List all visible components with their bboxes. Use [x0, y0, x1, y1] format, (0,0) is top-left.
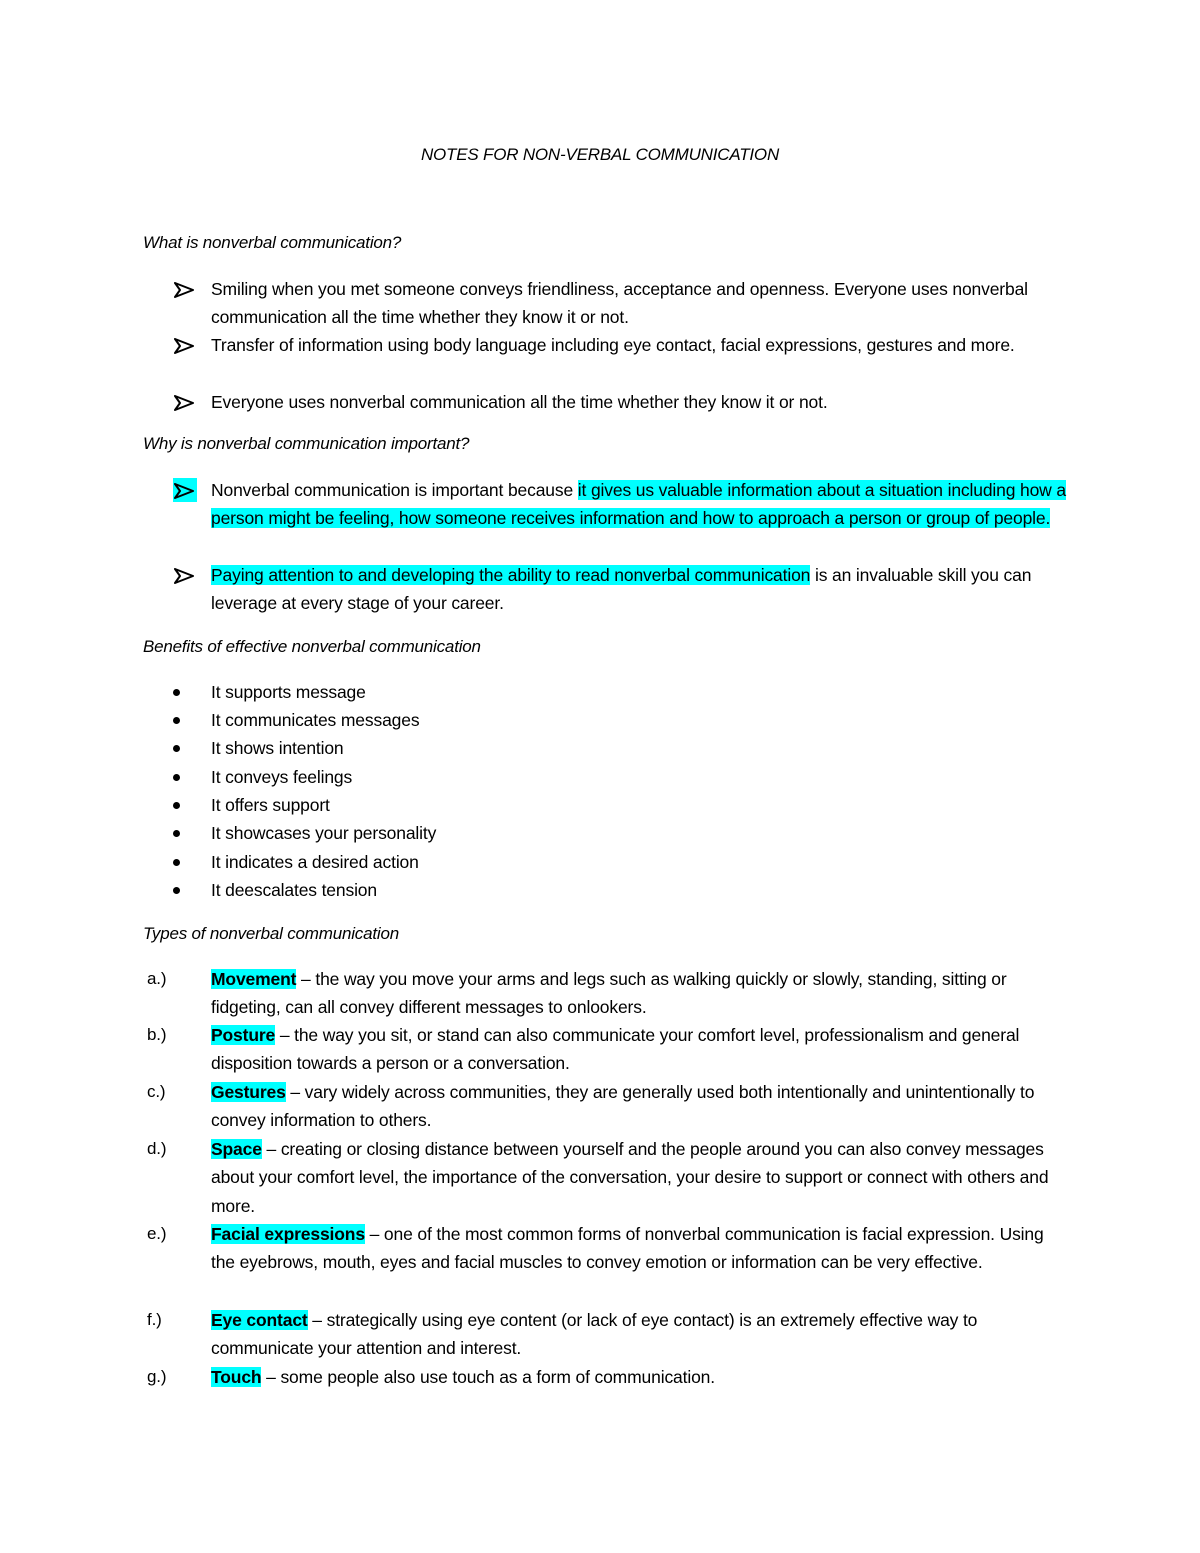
list-item: [211, 678, 1071, 706]
term-description: – some people also use touch as a form of communication.: [261, 1367, 715, 1387]
bullet-dot-icon: [173, 745, 180, 752]
list-letter: f.): [147, 1310, 162, 1329]
highlighted-term: Eye contact: [211, 1310, 308, 1330]
highlighted-term: Gestures: [211, 1082, 286, 1102]
highlighted-term: Movement: [211, 969, 297, 989]
highlighted-text: it gives us valuable information about a situation including how a person might be feeling, how someone receives information and how to approach a person or group of people.: [211, 480, 1066, 529]
term-description: – one of the most common forms of nonverbal communication is facial expression. Using the eyebrows, mouth, eyes and facial muscles to convey emotion or information can be very effective.: [211, 1224, 1044, 1273]
list-item: [211, 791, 1071, 819]
heading-types: Types of nonverbal communication: [143, 924, 399, 943]
heading-benefits: Benefits of effective nonverbal communication: [143, 637, 481, 656]
highlighted-term: Facial expressions: [211, 1224, 365, 1244]
arrowhead-bullet-icon: [174, 338, 194, 354]
list-item: [147, 1135, 1071, 1220]
bullet-dot-icon: [173, 774, 180, 781]
item-text: It supports message: [211, 682, 366, 702]
list-letter: a.): [147, 969, 167, 988]
item-text: It conveys feelings: [211, 767, 353, 787]
list-letter: c.): [147, 1082, 166, 1101]
heading-why: Why is nonverbal communication important?: [143, 434, 470, 453]
item-text: It deescalates tension: [211, 880, 377, 900]
highlighted-term: Space: [211, 1139, 262, 1159]
highlighted-text: Paying attention to and developing the ability to read nonverbal communication: [211, 565, 811, 585]
list-letter: b.): [147, 1025, 167, 1044]
term-description: – strategically using eye content (or lack of eye contact) is an extremely effective way to communicate your attention and interest.: [211, 1310, 978, 1359]
term-description: – creating or closing distance between yourself and the people around you can also convey messages about your comfort level, the importance of the conversation, your desire to support or connect with others and more.: [211, 1139, 1049, 1216]
bullet-dot-icon: [173, 830, 180, 837]
term-description: – the way you sit, or stand can also communicate your comfort level, professionalism and general disposition towards a person or a conversation.: [211, 1025, 1020, 1074]
list-item: [211, 734, 1071, 762]
list-item: [211, 476, 1071, 533]
list-item: [211, 819, 1071, 847]
list-item: [211, 876, 1071, 904]
list-item: [211, 388, 1071, 416]
item-text: Smiling when you met someone conveys friendliness, acceptance and openness. Everyone uses nonverbal communication all the time whether they know it or not.: [211, 279, 1028, 328]
item-text: It offers support: [211, 795, 330, 815]
bullet-dot-icon: [173, 717, 180, 724]
arrowhead-bullet-icon: [174, 483, 194, 499]
item-text-after: is an invaluable skill you can leverage at every stage of your career.: [211, 565, 1032, 614]
list-letter: d.): [147, 1139, 167, 1158]
list-item: [211, 275, 1071, 332]
list-item: [147, 1363, 1071, 1391]
term-description: – the way you move your arms and legs such as walking quickly or slowly, standing, sitting or fidgeting, can all convey different messages to onlookers.: [211, 969, 1007, 1018]
highlighted-term: Touch: [211, 1367, 262, 1387]
list-letter: g.): [147, 1367, 167, 1386]
bullet-dot-icon: [173, 802, 180, 809]
list-item: [147, 1078, 1071, 1135]
item-text: It communicates messages: [211, 710, 420, 730]
list-item: [211, 848, 1071, 876]
bullet-dot-icon: [173, 887, 180, 894]
item-text: Transfer of information using body language including eye contact, facial expressions, gestures and more.: [211, 335, 1015, 355]
arrowhead-bullet-icon: [174, 568, 194, 584]
heading-what: What is nonverbal communication?: [143, 233, 402, 252]
item-text: It shows intention: [211, 738, 344, 758]
list-item: [211, 706, 1071, 734]
list-item: [147, 1306, 1071, 1363]
list-item: [147, 965, 1071, 1022]
bullet-dot-icon: [173, 859, 180, 866]
item-text: It showcases your personality: [211, 823, 437, 843]
item-text: Nonverbal communication is important because: [211, 480, 578, 500]
arrowhead-bullet-icon: [174, 395, 194, 411]
list-letter: e.): [147, 1224, 167, 1243]
list-item: [211, 331, 1071, 359]
list-item: [211, 561, 1071, 618]
document-title: NOTES FOR NON-VERBAL COMMUNICATION: [420, 145, 780, 164]
term-description: – vary widely across communities, they are generally used both intentionally and unintentionally to convey information to others.: [211, 1082, 1035, 1131]
bullet-dot-icon: [173, 689, 180, 696]
list-item: [211, 763, 1071, 791]
item-text: It indicates a desired action: [211, 852, 419, 872]
list-item: [147, 1220, 1071, 1277]
item-text: Everyone uses nonverbal communication all the time whether they know it or not.: [211, 392, 828, 412]
list-item: [147, 1021, 1071, 1078]
arrowhead-bullet-icon: [174, 282, 194, 298]
highlighted-term: Posture: [211, 1025, 276, 1045]
